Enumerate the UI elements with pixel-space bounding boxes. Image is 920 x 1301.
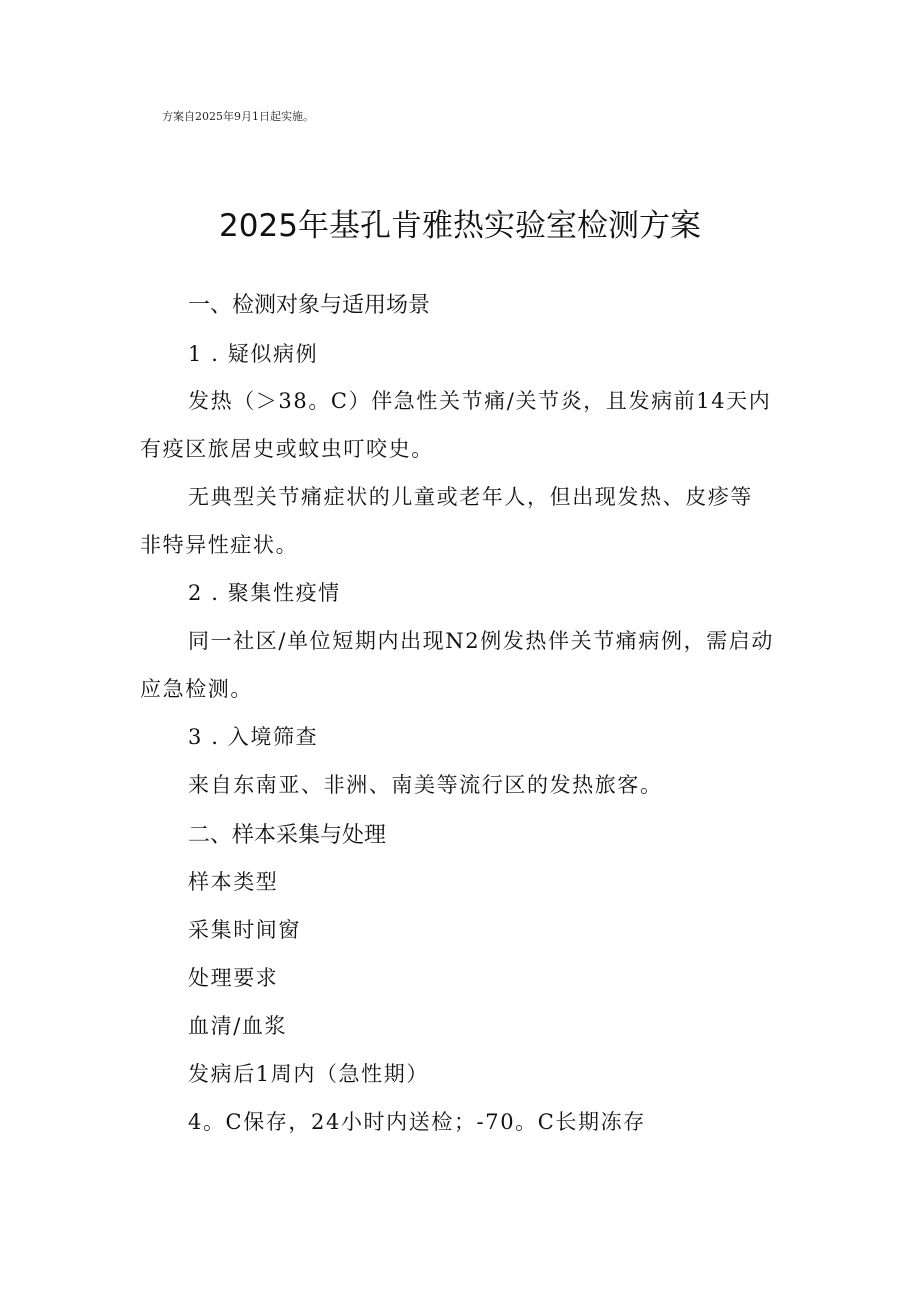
item-3-title: 3 . 入境筛查 (188, 725, 319, 749)
item-1-paragraph-1-line-2: 有疫区旅居史或蚊虫叮咬史。 (140, 437, 434, 461)
handling-requirements-value: 4。C保存，24小时内送检；-70。C长期冻存 (188, 1110, 646, 1134)
item-3-paragraph: 来自东南亚、非洲、南美等流行区的发热旅客。 (188, 773, 663, 797)
sample-type-value: 血清/血浆 (188, 1014, 288, 1038)
item-2-title: 2 . 聚集性疫情 (188, 581, 341, 605)
sample-type-label: 样本类型 (188, 870, 279, 894)
collection-window-value: 发病后1周内（急性期） (188, 1062, 429, 1086)
item-1-title: 1 . 疑似病例 (188, 342, 319, 366)
document-title: 2025年基孔肯雅热实验室检测方案 (219, 208, 701, 244)
collection-window-label: 采集时间窗 (188, 918, 301, 942)
item-2-paragraph-line-2: 应急检测。 (140, 677, 253, 701)
section-2-heading: 二、样本采集与处理 (188, 823, 387, 848)
handling-requirements-label: 处理要求 (188, 966, 279, 990)
section-1-heading: 一、检测对象与适用场景 (188, 293, 431, 318)
effective-date-note: 方案自2025年9月1日起实施。 (162, 110, 314, 123)
item-1-paragraph-2-line-1: 无典型关节痛症状的儿童或老年人，但出现发热、皮疹等 (188, 485, 753, 509)
item-1-paragraph-2-line-2: 非特异性症状。 (140, 533, 299, 557)
item-1-paragraph-1-line-1: 发热（＞38。C）伴急性关节痛/关节炎，且发病前14天内 (188, 389, 772, 413)
item-2-paragraph-line-1: 同一社区/单位短期内出现N2例发热伴关节痛病例，需启动 (188, 629, 775, 653)
